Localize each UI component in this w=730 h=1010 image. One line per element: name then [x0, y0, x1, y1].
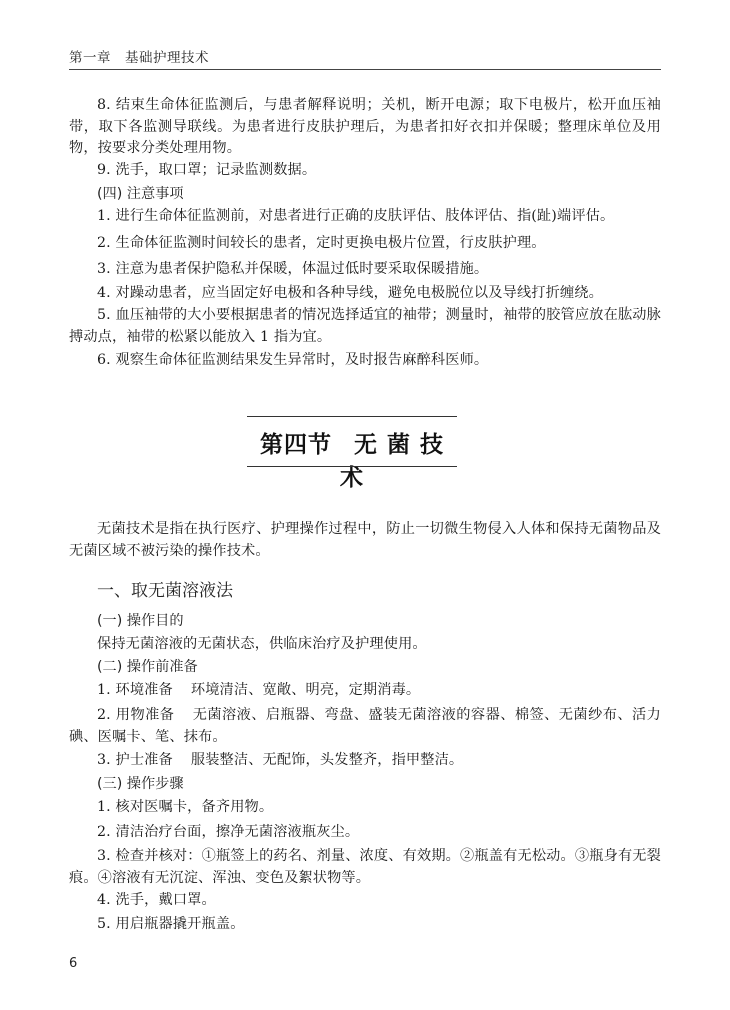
steps-heading: (三) 操作步骤: [97, 776, 184, 792]
step-item-3: 3. 检查并核对：①瓶签上的药名、剂量、浓度、有效期。②瓶盖有无松动。③瓶身有无裂痕。④溶液有无沉淀、浑浊、变色及絮状物等。: [69, 848, 661, 886]
prep-item-label: 1. 环境准备: [97, 682, 173, 698]
note-item-5: 5. 血压袖带的大小要根据患者的情况选择适宜的袖带；测量时，袖带的胶管应放在肱动脉搏动点，袖带的松紧以能放入 1 指为宜。: [69, 307, 661, 345]
step-item-5: 5. 用启瓶器撬开瓶盖。: [97, 916, 245, 932]
note-item-3: 3. 注意为患者保护隐私并保暖，体温过低时要采取保暖措施。: [97, 261, 489, 277]
prep-heading: (二) 操作前准备: [97, 659, 198, 675]
note-item-4: 4. 对躁动患者，应当固定好电极和各种导线，避免电极脱位以及导线打折缠绕。: [97, 285, 603, 301]
header-title: 基础护理技术: [125, 50, 209, 66]
step-item-2: 2. 清洁治疗台面，擦净无菌溶液瓶灰尘。: [97, 824, 360, 840]
page-number: 6: [69, 956, 78, 971]
section-rule-top: [247, 416, 457, 417]
running-header: [69, 46, 209, 66]
list-item-8: 8. 结束生命体征监测后，与患者解释说明；关机，断开电源；取下电极片，松开血压袖带，取下各监测导联线。为患者进行皮肤护理后，为患者扣好衣扣并保暖；整理床单位及用物，按要求分类处理用物。: [69, 97, 661, 156]
note-item-2: 2. 生命体征监测时间较长的患者，定时更换电极片位置，行皮肤护理。: [97, 235, 546, 251]
prep-item-text: 无菌溶液、启瓶器、弯盘、盛装无菌溶液的容器、棉签、无菌纱布、活力碘、医嘱卡、笔、抹布。: [69, 707, 661, 745]
part1-heading: 一、取无菌溶液法: [97, 581, 233, 601]
section-title: [247, 426, 457, 492]
notes-heading: (四) 注意事项: [97, 186, 184, 202]
intro-paragraph: 无菌技术是指在执行医疗、护理操作过程中，防止一切微生物侵入人体和保持无菌物品及无菌区域不被污染的操作技术。: [69, 521, 661, 559]
prep-item-3: [69, 750, 661, 772]
header-rule: [69, 69, 661, 70]
note-item-6: 6. 观察生命体征监测结果发生异常时，及时报告麻醉科医师。: [97, 352, 489, 368]
purpose-text: 保持无菌溶液的无菌状态，供临床治疗及护理使用。: [97, 636, 427, 652]
prep-item-1: [69, 680, 661, 702]
note-item-1: 1. 进行生命体征监测前，对患者进行正确的皮肤评估、肢体评估、指(趾)端评估。: [97, 208, 615, 224]
step-item-4: 4. 洗手，戴口罩。: [97, 892, 216, 908]
step-item-1: 1. 核对医嘱卡，备齐用物。: [97, 799, 274, 815]
prep-item-text: 服装整洁、无配饰，头发整齐，指甲整洁。: [190, 752, 464, 768]
section-name: 无 菌 技 术: [340, 431, 444, 491]
prep-item-2: [69, 705, 661, 748]
section-rule-bottom: [247, 466, 457, 467]
section-number: 第四节: [259, 431, 332, 458]
prep-item-text: 环境清洁、宽敞、明亮，定期消毒。: [190, 682, 421, 698]
purpose-heading: (一) 操作目的: [97, 613, 184, 629]
prep-item-label: 2. 用物准备: [97, 707, 175, 723]
prep-item-label: 3. 护士准备: [97, 752, 173, 768]
header-chapter: 第一章: [69, 50, 111, 66]
list-item-9: 9. 洗手，取口罩；记录监测数据。: [97, 162, 317, 178]
